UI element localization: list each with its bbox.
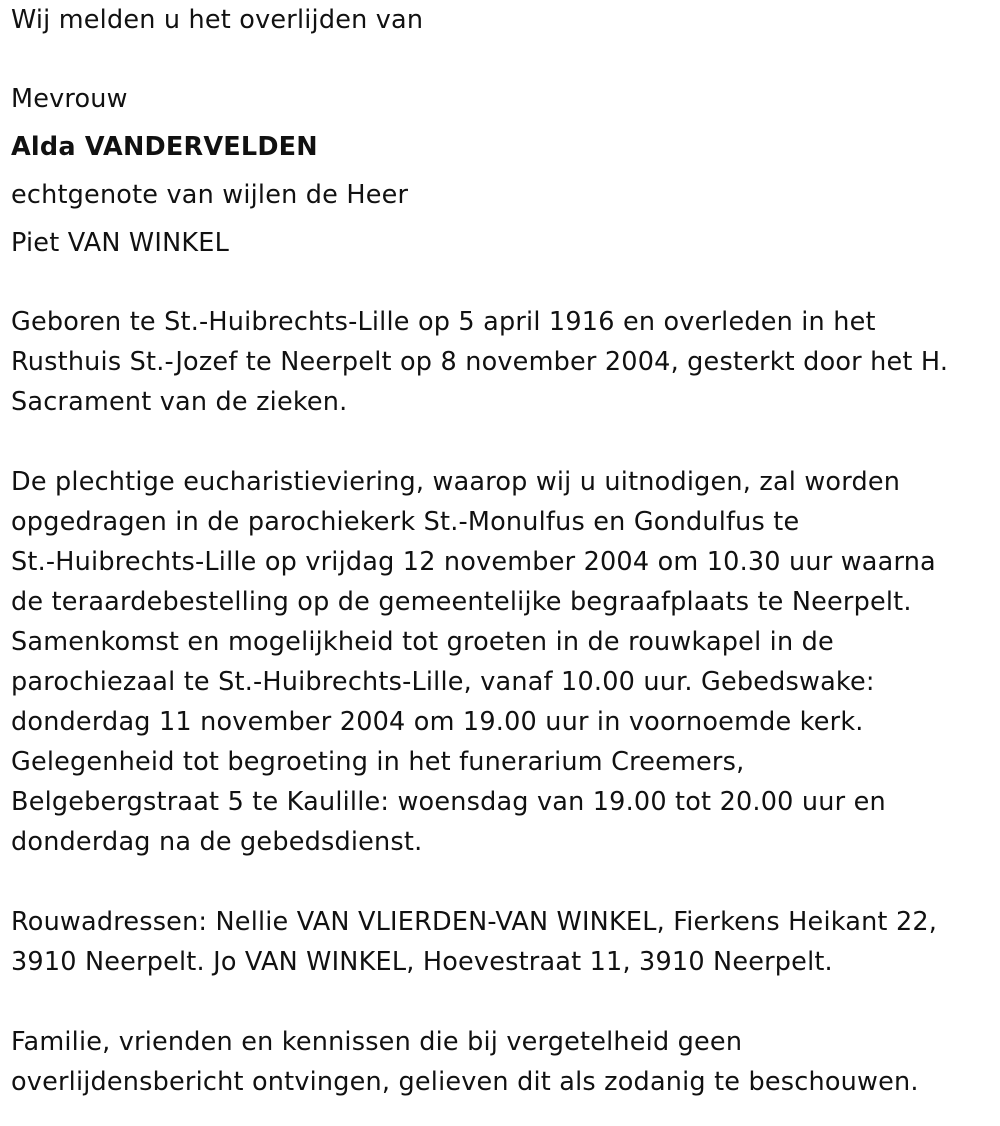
deceased-name: Alda VANDERVELDEN — [11, 132, 318, 162]
paragraph-line: Sacrament van de zieken. — [11, 387, 348, 417]
ceremony-paragraph — [11, 462, 991, 862]
paragraph-line: De plechtige eucharistieviering, waarop wij u uitnodigen, zal worden — [11, 467, 901, 497]
paragraph-line: de teraardebestelling op de gemeentelijke begraafplaats te Neerpelt. — [11, 587, 912, 617]
paragraph-line: opgedragen in de parochiekerk St.-Monulfus en Gondulfus te — [11, 507, 800, 537]
addresses-paragraph — [11, 902, 991, 982]
closing-paragraph — [11, 1022, 991, 1102]
obituary-notice — [11, 0, 991, 1102]
paragraph-line: overlijdensbericht ontvingen, gelieven dit als zodanig te beschouwen. — [11, 1067, 919, 1097]
honorific: Mevrouw — [11, 84, 128, 114]
intro-line: Wij melden u het overlijden van — [11, 5, 424, 35]
paragraph-line: 3910 Neerpelt. Jo VAN WINKEL, Hoevestraat 11, 3910 Neerpelt. — [11, 947, 833, 977]
paragraph-line: Gelegenheid tot begroeting in het funerarium Creemers, — [11, 747, 745, 777]
paragraph-line: St.-Huibrechts-Lille op vrijdag 12 november 2004 om 10.30 uur waarna — [11, 547, 936, 577]
paragraph-line: Belgebergstraat 5 te Kaulille: woensdag van 19.00 tot 20.00 uur en — [11, 787, 886, 817]
spouse-name: Piet VAN WINKEL — [11, 228, 229, 258]
paragraph-line: donderdag 11 november 2004 om 19.00 uur in voornoemde kerk. — [11, 707, 864, 737]
paragraph-line: Samenkomst en mogelijkheid tot groeten in de rouwkapel in de — [11, 627, 834, 657]
paragraph-line: Rusthuis St.-Jozef te Neerpelt op 8 november 2004, gesterkt door het H. — [11, 347, 949, 377]
paragraph-line: Geboren te St.-Huibrechts-Lille op 5 april 1916 en overleden in het — [11, 307, 876, 337]
paragraph-line: Rouwadressen: Nellie VAN VLIERDEN-VAN WINKEL, Fierkens Heikant 22, — [11, 907, 938, 937]
birth-death-paragraph — [11, 302, 991, 422]
paragraph-line: parochiezaal te St.-Huibrechts-Lille, vanaf 10.00 uur. Gebedswake: — [11, 667, 875, 697]
paragraph-line: donderdag na de gebedsdienst. — [11, 827, 423, 857]
spouse-label: echtgenote van wijlen de Heer — [11, 180, 409, 210]
paragraph-line: Familie, vrienden en kennissen die bij vergetelheid geen — [11, 1027, 743, 1057]
